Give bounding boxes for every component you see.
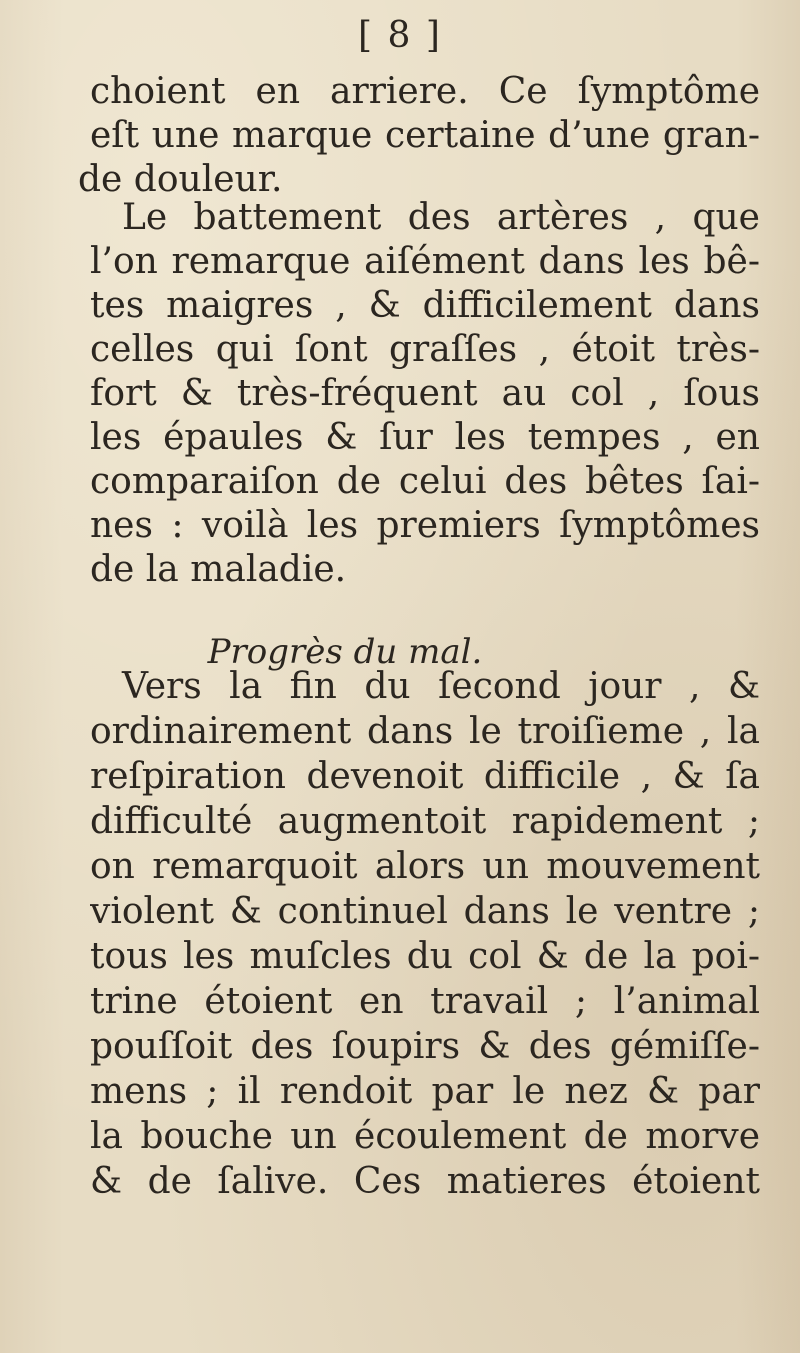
text-line: celles qui ſont graſſes , étoit très- xyxy=(90,329,760,370)
text-line: on remarquoit alors un mouvement xyxy=(90,846,760,887)
text-line: de douleur. xyxy=(78,159,283,200)
paragraph-continuation xyxy=(78,70,760,202)
text-line: fort & très-fréquent au col , ſous xyxy=(90,373,760,414)
text-line: comparaiſon de celui des bêtes ſai- xyxy=(90,461,760,502)
section-heading: Progrès du mal. xyxy=(207,632,483,672)
paragraph-progress xyxy=(90,664,760,1204)
page-number: [ 8 ] xyxy=(358,15,442,56)
text-line: de la maladie. xyxy=(90,549,347,590)
text-line: la bouche un écoulement de morve xyxy=(90,1116,760,1157)
text-line: & de ſalive. Ces matieres étoient xyxy=(90,1161,760,1202)
text-line: ordinairement dans le troiſieme , la xyxy=(90,711,760,752)
paragraph-pulse xyxy=(90,196,760,592)
text-line: Vers la fin du ſecond jour , & xyxy=(122,666,760,707)
text-line: choient en arriere. Ce ſymptôme xyxy=(90,71,760,112)
text-line: eſt une marque certaine d’une gran- xyxy=(90,115,760,156)
text-line: trine étoient en travail ; l’animal xyxy=(90,981,760,1022)
text-line: violent & continuel dans le ventre ; xyxy=(90,891,760,932)
text-line: tous les muſcles du col & de la poi- xyxy=(90,936,760,977)
text-line: pouſſoit des ſoupirs & des gémiſſe- xyxy=(90,1026,760,1067)
text-line: tes maigres , & difficilement dans xyxy=(90,285,760,326)
text-line: difficulté augmentoit rapidement ; xyxy=(90,801,760,842)
text-line: mens ; il rendoit par le nez & par xyxy=(90,1071,760,1112)
text-line: l’on remarque aiſément dans les bê- xyxy=(90,241,760,282)
text-line: nes : voilà les premiers ſymptômes xyxy=(90,505,760,546)
text-line: les épaules & ſur les tempes , en xyxy=(90,417,760,458)
text-line: reſpiration devenoit difficile , & ſa xyxy=(90,756,760,797)
text-line: Le battement des artères , que xyxy=(122,197,760,238)
